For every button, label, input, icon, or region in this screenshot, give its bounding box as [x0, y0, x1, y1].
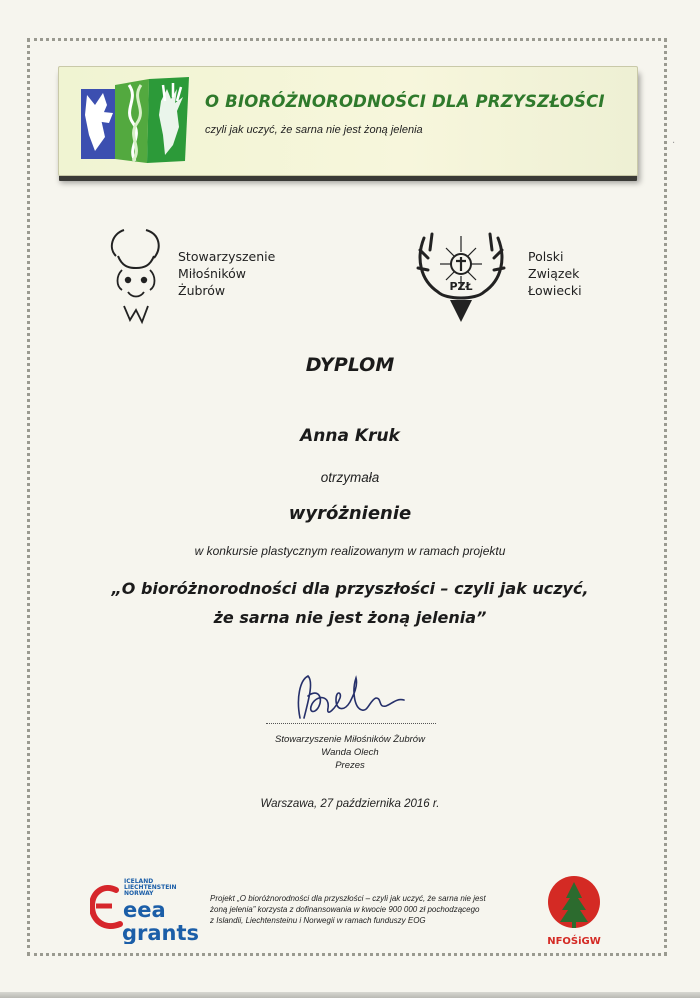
funding-note-line: z Islandii, Liechtensteinu i Norwegii w ramach funduszy EOG: [210, 916, 426, 925]
received-text: otrzymała: [320, 470, 380, 485]
org-name-line: Stowarzyszenie: [178, 249, 276, 264]
contest-description: w konkursie plastycznym realizowanym w ramach projektu: [194, 544, 506, 558]
nfosigw-logo: [540, 872, 608, 948]
recipient-name: Anna Kruk: [300, 426, 400, 446]
handwritten-signature: [278, 668, 428, 726]
hunting-association-emblem-icon: [410, 228, 512, 326]
signer-role: Prezes: [335, 760, 365, 771]
grants-word: grants: [122, 921, 200, 944]
place-and-date: Warszawa, 27 października 2016 r.: [260, 798, 440, 810]
signature-line: [266, 723, 436, 724]
bison-logo-icon: [106, 226, 166, 328]
emblem-text: PZŁ: [449, 280, 473, 293]
eea-grants-logo: [90, 876, 206, 944]
funding-note: [210, 893, 540, 926]
eea-country: ICELAND: [124, 878, 154, 885]
org-name-line: Związek: [528, 266, 580, 281]
org-name-line: Polski: [528, 249, 564, 264]
org-name-line: Łowiecki: [528, 283, 582, 298]
org-name-line: Miłośników: [178, 266, 247, 281]
nfos-label: NFOŚiGW: [547, 936, 601, 947]
banner-subtitle: czyli jak uczyć, że sarna nie jest żoną jelenia: [205, 124, 423, 136]
signer-block: [0, 733, 700, 772]
org-name-hunting-association: [528, 248, 582, 299]
signer-organization: Stowarzyszenie Miłośników Żubrów: [275, 734, 425, 745]
org-name-line: Żubrów: [178, 283, 226, 298]
diploma-title: DYPLOM: [305, 354, 395, 376]
project-title-line: że sarna nie jest żoną jelenia”: [213, 608, 487, 627]
eea-country: NORWAY: [124, 890, 154, 897]
project-title: [0, 574, 700, 632]
project-banner: [58, 66, 638, 176]
org-name-bison-society: [178, 248, 275, 299]
award-name: wyróżnienie: [288, 503, 412, 524]
funding-note-line: Projekt „O bioróżnorodności dla przyszłości – czyli jak uczyć, że sarna nie jest: [210, 894, 486, 903]
funding-note-line: żoną jelenia” korzysta z dofinansowania w kwocie 900 000 zł pochodzącego: [210, 905, 480, 914]
page-edge: [0, 992, 700, 998]
eea-country: LIECHTENSTEIN: [124, 884, 177, 891]
project-logo-icon: [73, 75, 195, 167]
margin-mark: ·: [672, 138, 676, 149]
eea-word: eea: [123, 898, 166, 922]
banner-title: O BIORÓŻNORODNOŚCI DLA PRZYSZŁOŚCI: [205, 92, 605, 111]
project-title-line: „O bioróżnorodności dla przyszłości – czyli jak uczyć,: [111, 579, 589, 598]
signer-name: Wanda Olech: [321, 747, 379, 758]
